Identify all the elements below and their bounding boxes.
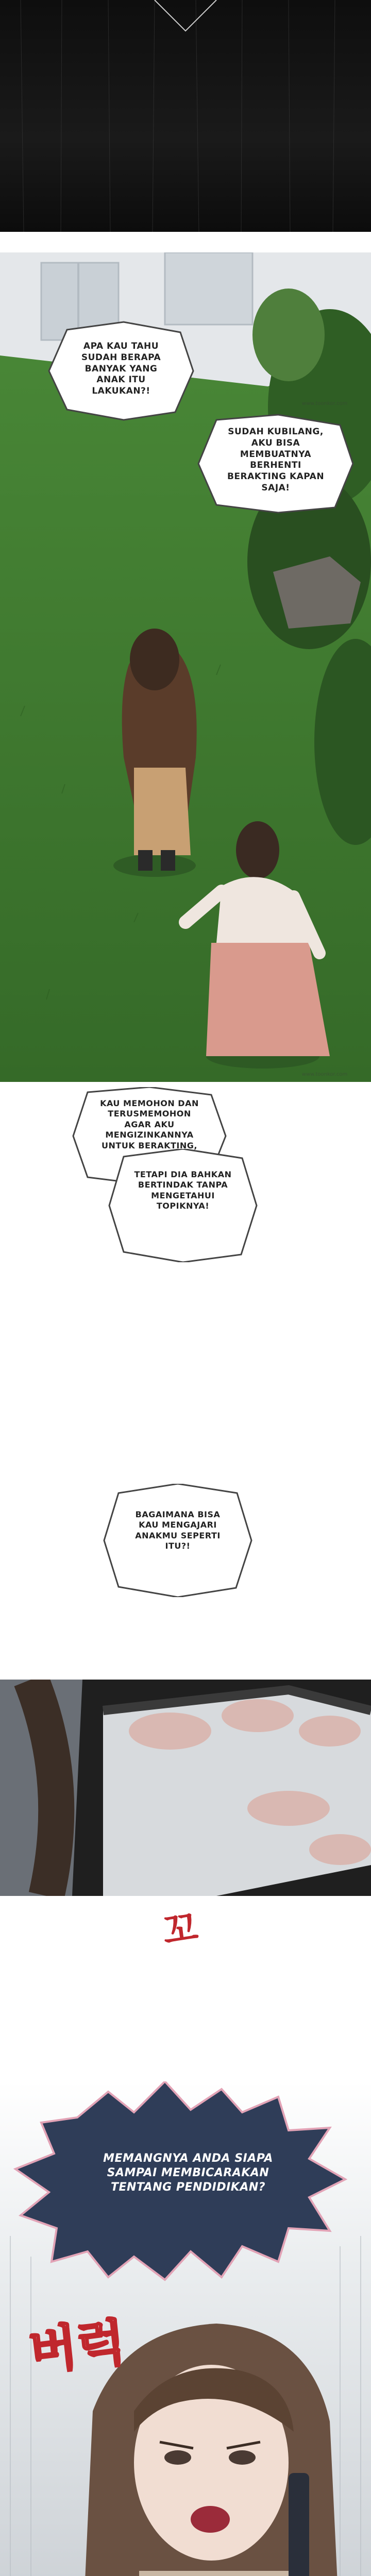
speech-bubble-4 bbox=[108, 1149, 258, 1262]
phone-grip-art bbox=[0, 1680, 371, 1896]
speech-bubble-5-text: BAGAIMANA BISA KAU MENGAJARI ANAKMU SEPERTI ITU?! bbox=[135, 1510, 221, 1551]
speech-bubble-4-text: TETAPI DIA BAHKAN BERTINDAK TANPA MENGETAHUI TOPIKNYA! bbox=[134, 1170, 232, 1211]
dark-streaks bbox=[0, 0, 371, 232]
shout-bubble-text: MEMANGNYA ANDA SIAPA SAMPAI MEMBICARAKAN TENTANG PENDIDIKAN? bbox=[103, 2152, 273, 2194]
shout-bubble bbox=[77, 2138, 299, 2231]
watermark-2: www.toonkor.com bbox=[301, 1072, 348, 1077]
phone-grip-panel bbox=[0, 1680, 371, 1896]
speech-bubble-3-text: KAU MEMOHON DAN TERUSMEMOHON AGAR AKU MENGIZINKANNYA UNTUK BERAKTING, bbox=[100, 1098, 199, 1150]
speech-bubble-2 bbox=[196, 412, 356, 515]
sfx-burst: 버럭 bbox=[26, 2313, 128, 2381]
garden-panel bbox=[0, 252, 371, 1082]
watermark-1: www.toonkor.com bbox=[301, 401, 348, 406]
speech-bubble-5 bbox=[103, 1484, 252, 1597]
speech-bubble-1 bbox=[46, 319, 196, 422]
dark-top-panel bbox=[0, 0, 371, 232]
speech-bubble-2-text: SUDAH KUBILANG, AKU BISA MEMBUATNYA BERHENTI BERAKTING KAPAN SAJA! bbox=[227, 427, 325, 493]
shout-panel bbox=[0, 2081, 371, 2576]
speech-bubble-1-text: APA KAU TAHU SUDAH BERAPA BANYAK YANG ANAK ITU LAKUKAN?! bbox=[81, 341, 161, 396]
sfx-squeeze: 꼬 bbox=[160, 1906, 201, 1953]
dialogue-gutter bbox=[0, 1082, 371, 1680]
